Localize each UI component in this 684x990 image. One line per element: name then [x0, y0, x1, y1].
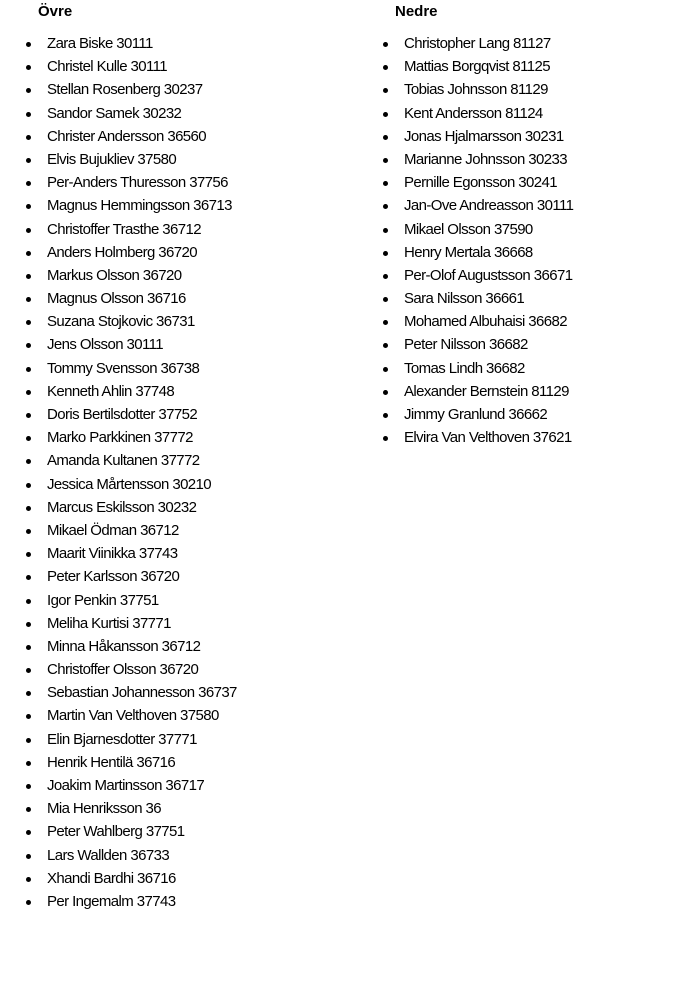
entry-text: Joakim Martinsson 36717 — [47, 777, 205, 794]
list-item — [38, 173, 237, 196]
bullet-icon — [26, 390, 31, 395]
entry-text: Magnus Olsson 36716 — [47, 290, 186, 308]
list-item — [395, 382, 573, 405]
list-item — [38, 266, 237, 289]
list-item — [38, 591, 237, 614]
bullet-icon — [383, 367, 388, 372]
entry-text: Marcus Eskilsson 30232 — [47, 498, 197, 516]
bullet-icon — [26, 274, 31, 279]
entry-text: Per Ingemalm 37743 — [47, 892, 176, 910]
entry-text: Kent Andersson 81124 — [404, 104, 543, 122]
list-item — [38, 289, 237, 312]
entry-text: Per-Anders Thuresson 37756 — [47, 174, 228, 192]
bullet-icon — [26, 691, 31, 696]
name-list-nedre — [395, 34, 573, 451]
bullet-icon — [26, 668, 31, 673]
list-item — [395, 243, 573, 266]
list-item — [38, 80, 237, 103]
list-item — [38, 776, 237, 799]
bullet-icon — [26, 367, 31, 372]
entry-text: Doris Bertilsdotter 37752 — [47, 406, 198, 423]
bullet-icon — [26, 413, 31, 418]
list-item — [395, 359, 573, 382]
list-item — [395, 220, 573, 243]
bullet-icon — [26, 830, 31, 835]
entry-text: Elvira Van Velthoven 37621 — [404, 429, 572, 447]
column-heading-nedre: Nedre — [395, 3, 438, 20]
list-item — [395, 57, 573, 80]
entry-text: Kenneth Ahlin 37748 — [47, 382, 175, 400]
list-item — [395, 289, 573, 312]
bullet-icon — [383, 42, 388, 47]
bullet-icon — [26, 42, 31, 47]
bullet-icon — [26, 552, 31, 557]
entry-text: Christoffer Trasthe 36712 — [47, 220, 201, 238]
bullet-icon — [26, 181, 31, 186]
bullet-icon — [26, 483, 31, 488]
bullet-icon — [26, 459, 31, 464]
entry-text: Minna Håkansson 36712 — [47, 637, 201, 655]
list-item — [38, 660, 237, 683]
entry-text: Alexander Bernstein 81129 — [404, 382, 569, 400]
entry-text: Sandor Samek 30232 — [47, 104, 182, 122]
list-item — [38, 822, 237, 845]
bullet-icon — [26, 343, 31, 348]
entry-text: Elvis Bujukliev 37580 — [47, 150, 177, 168]
list-item — [38, 382, 237, 405]
entry-text: Suzana Stojkovic 36731 — [47, 313, 195, 331]
bullet-icon — [26, 738, 31, 743]
entry-text: Christel Kulle 30111 — [47, 58, 168, 76]
list-item — [38, 567, 237, 590]
list-item — [38, 475, 237, 498]
bullet-icon — [383, 251, 388, 256]
list-item — [395, 34, 573, 57]
list-item — [395, 196, 573, 219]
bullet-icon — [26, 854, 31, 859]
bullet-icon — [26, 575, 31, 580]
list-item — [38, 220, 237, 243]
list-item — [395, 405, 573, 428]
bullet-icon — [383, 320, 388, 325]
list-item — [38, 34, 237, 57]
entry-text: Tobias Johnsson 81129 — [404, 81, 548, 99]
entry-text: Henry Mertala 36668 — [404, 243, 533, 261]
bullet-icon — [26, 761, 31, 766]
bullet-icon — [383, 135, 388, 140]
bullet-icon — [26, 112, 31, 117]
name-list-ovre — [38, 34, 237, 915]
list-item — [38, 799, 237, 822]
entry-text: Tommy Svensson 36738 — [47, 359, 200, 377]
list-item — [38, 127, 237, 150]
list-item — [38, 521, 237, 544]
list-item — [38, 335, 237, 358]
entry-text: Per-Olof Augustsson 36671 — [404, 266, 573, 284]
bullet-icon — [383, 436, 388, 441]
bullet-icon — [26, 714, 31, 719]
bullet-icon — [26, 204, 31, 209]
list-item — [395, 127, 573, 150]
entry-text: Jan-Ove Andreasson 30111 — [404, 197, 574, 215]
list-item — [38, 637, 237, 660]
list-item — [38, 544, 237, 567]
list-item — [38, 104, 237, 127]
list-item — [38, 359, 237, 382]
entry-text: Mia Henriksson 36 — [47, 800, 162, 818]
list-item — [395, 104, 573, 127]
list-item — [38, 243, 237, 266]
list-item — [38, 892, 237, 915]
bullet-icon — [26, 900, 31, 905]
entry-text: Lars Wallden 36733 — [47, 846, 170, 864]
bullet-icon — [26, 158, 31, 163]
list-item — [38, 753, 237, 776]
entry-text: Meliha Kurtisi 37771 — [47, 614, 171, 632]
bullet-icon — [383, 158, 388, 163]
list-item — [395, 335, 573, 358]
bullet-icon — [383, 181, 388, 186]
bullet-icon — [26, 251, 31, 256]
bullet-icon — [383, 88, 388, 93]
entry-text: Henrik Hentilä 36716 — [47, 753, 176, 771]
list-item — [38, 57, 237, 80]
entry-text: Martin Van Velthoven 37580 — [47, 707, 219, 725]
bullet-icon — [26, 784, 31, 789]
entry-text: Xhandi Bardhi 36716 — [47, 869, 176, 887]
list-item — [38, 730, 237, 753]
entry-text: Elin Bjarnesdotter 37771 — [47, 730, 197, 748]
entry-text: Marko Parkkinen 37772 — [47, 429, 193, 447]
entry-text: Stellan Rosenberg 30237 — [47, 81, 203, 99]
bullet-icon — [383, 228, 388, 233]
entry-text: Amanda Kultanen 37772 — [47, 452, 200, 470]
entry-text: Christer Andersson 36560 — [47, 127, 207, 145]
list-item — [38, 451, 237, 474]
bullet-icon — [26, 622, 31, 627]
list-item — [38, 312, 237, 335]
list-item — [38, 150, 237, 173]
entry-text: Jimmy Granlund 36662 — [404, 406, 548, 423]
entry-text: Sara Nilsson 36661 — [404, 290, 525, 308]
entry-text: Peter Nilsson 36682 — [404, 336, 528, 354]
entry-text: Jonas Hjalmarsson 30231 — [404, 127, 564, 145]
bullet-icon — [26, 320, 31, 325]
entry-text: Marianne Johnsson 30233 — [404, 150, 567, 168]
bullet-icon — [383, 343, 388, 348]
list-item — [38, 869, 237, 892]
bullet-icon — [26, 65, 31, 70]
bullet-icon — [26, 529, 31, 534]
bullet-icon — [26, 877, 31, 882]
list-item — [395, 150, 573, 173]
bullet-icon — [26, 88, 31, 93]
entry-text: Christopher Lang 81127 — [404, 35, 551, 52]
entry-text: Sebastian Johannesson 36737 — [47, 684, 237, 702]
bullet-icon — [383, 204, 388, 209]
list-item — [38, 706, 237, 729]
entry-text: Peter Wahlberg 37751 — [47, 823, 185, 841]
entry-text: Anders Holmberg 36720 — [47, 243, 197, 261]
bullet-icon — [26, 297, 31, 302]
list-item — [38, 428, 237, 451]
list-item — [38, 846, 237, 869]
entry-text: Maarit Viinikka 37743 — [47, 545, 178, 563]
entry-text: Mattias Borgqvist 81125 — [404, 58, 551, 76]
bullet-icon — [26, 228, 31, 233]
bullet-icon — [26, 506, 31, 511]
entry-text: Mohamed Albuhaisi 36682 — [404, 313, 567, 331]
bullet-icon — [26, 645, 31, 650]
entry-text: Zara Biske 30111 — [47, 35, 153, 52]
list-item — [38, 498, 237, 521]
list-item — [38, 614, 237, 637]
entry-text: Tomas Lindh 36682 — [404, 359, 525, 377]
entry-text: Jessica Mårtensson 30210 — [47, 475, 212, 493]
entry-text: Christoffer Olsson 36720 — [47, 661, 199, 679]
bullet-icon — [383, 274, 388, 279]
list-item — [395, 80, 573, 103]
entry-text: Pernille Egonsson 30241 — [404, 174, 557, 192]
entry-text: Jens Olsson 30111 — [47, 336, 163, 354]
list-item — [395, 428, 573, 451]
bullet-icon — [383, 65, 388, 70]
entry-text: Mikael Olsson 37590 — [404, 220, 533, 238]
entry-text: Markus Olsson 36720 — [47, 266, 182, 284]
bullet-icon — [26, 807, 31, 812]
list-item — [395, 266, 573, 289]
bullet-icon — [383, 297, 388, 302]
list-item — [38, 196, 237, 219]
bullet-icon — [383, 390, 388, 395]
list-item — [38, 683, 237, 706]
bullet-icon — [26, 599, 31, 604]
list-item — [395, 312, 573, 335]
bullet-icon — [26, 436, 31, 441]
list-item — [38, 405, 237, 428]
bullet-icon — [383, 112, 388, 117]
entry-text: Igor Penkin 37751 — [47, 591, 159, 609]
bullet-icon — [383, 413, 388, 418]
entry-text: Mikael Ödman 36712 — [47, 521, 179, 539]
entry-text: Magnus Hemmingsson 36713 — [47, 197, 232, 215]
bullet-icon — [26, 135, 31, 140]
entry-text: Peter Karlsson 36720 — [47, 568, 180, 586]
column-heading-ovre: Övre — [38, 3, 73, 20]
list-item — [395, 173, 573, 196]
